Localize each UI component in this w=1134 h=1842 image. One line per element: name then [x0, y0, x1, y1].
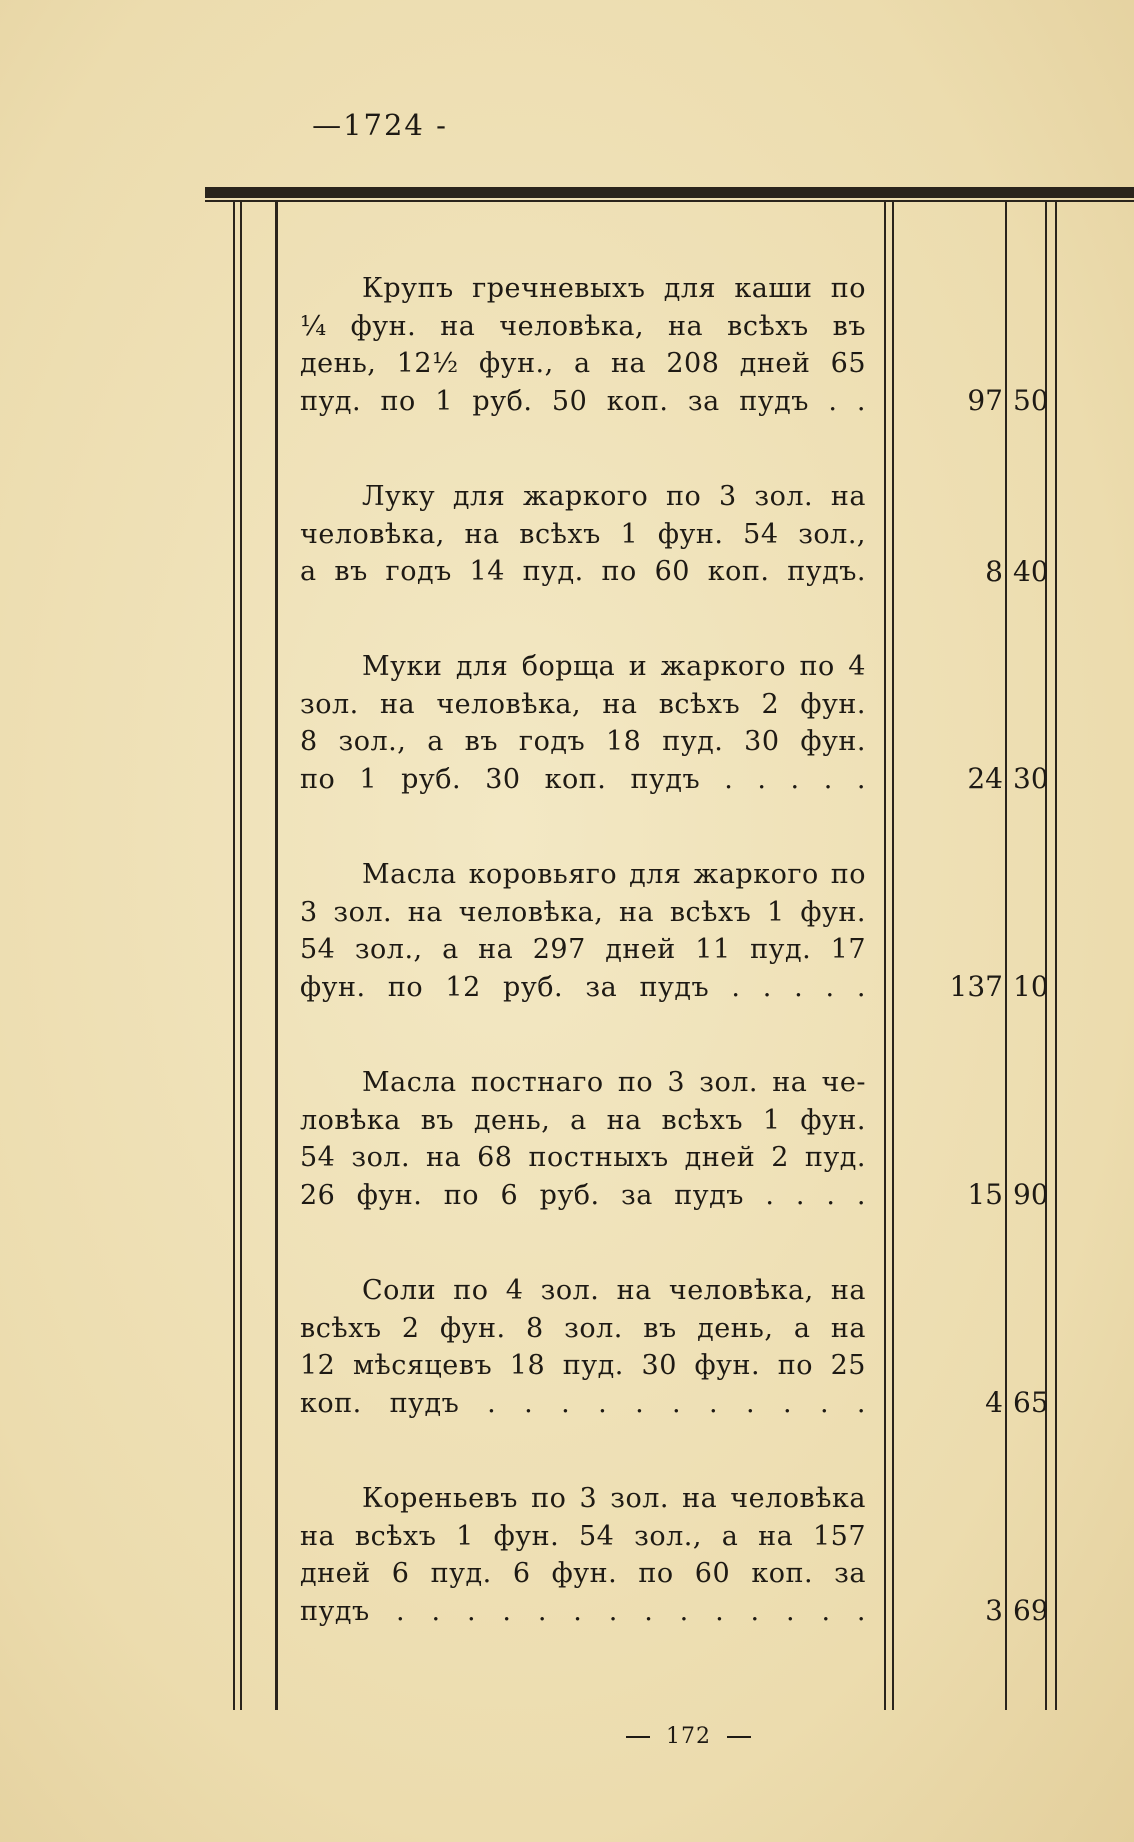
entry-line: 12 мѣсяцевъ 18 пуд. 30 фун. по 25: [300, 1350, 866, 1381]
entry-line: 3 зол. на человѣка, на всѣхъ 1 фун.: [300, 896, 866, 928]
page-header: —1724 -: [312, 108, 448, 142]
amount-kopecks: 90: [1013, 1178, 1049, 1211]
amount-rubles: 4: [985, 1386, 1003, 1419]
entry-line: зол. на человѣка, на всѣхъ 2 фун.: [300, 688, 866, 720]
entry-line: фун. по 12 руб. за пудъ . . . . .: [300, 971, 866, 1003]
amount-kopecks: 40: [1013, 554, 1049, 588]
column-rule: [275, 200, 278, 1710]
column-rule: [240, 200, 242, 1710]
entry-text: [300, 270, 866, 420]
entry-line: всѣхъ 2 фун. 8 зол. въ день, а на: [300, 1312, 866, 1344]
entry-line: Соли по 4 зол. на человѣка, на: [362, 1275, 866, 1306]
entry-line: 8 зол., а въ годъ 18 пуд. 30 фун.: [300, 726, 866, 757]
entry-line: пуд. по 1 руб. 50 коп. за пудъ . .: [300, 385, 866, 417]
entry-text: [300, 1064, 866, 1214]
ledger-entry: [300, 1064, 1090, 1214]
amount-rubles: 97: [967, 384, 1003, 417]
ledger-entry: [300, 856, 1090, 1006]
amount-kopecks: 69: [1013, 1594, 1049, 1627]
amount-kopecks: 10: [1013, 970, 1049, 1003]
entry-line: ¼ фун. на человѣка, на всѣхъ въ: [300, 310, 866, 342]
entry-text: [300, 1272, 866, 1422]
entry-line: 54 зол. на 68 постныхъ дней 2 пуд.: [300, 1142, 866, 1173]
page-footer: [610, 1724, 767, 1749]
column-rule: [233, 200, 235, 1710]
entry-line: день, 12½ фун., а на 208 дней 65: [300, 348, 866, 379]
amount-rubles: 24: [967, 762, 1003, 795]
entry-text: [300, 648, 866, 798]
ledger-entry: [300, 1480, 1090, 1630]
entry-text: [300, 1480, 866, 1630]
entry-line: Масла коровьяго для жаркого по: [362, 859, 866, 890]
entry-line: по 1 руб. 30 коп. пудъ . . . . .: [300, 763, 866, 795]
ledger-entry: [300, 648, 1090, 798]
amount-rubles: 8: [985, 554, 1003, 588]
entry-line: Крупъ гречневыхъ для каши по: [362, 273, 866, 304]
ledger-entry: [300, 1272, 1090, 1422]
footer-dash: [727, 1736, 751, 1738]
top-rule-thin: [205, 200, 1134, 202]
entry-line: человѣка, на всѣхъ 1 фун. 54 зол.,: [300, 518, 866, 550]
entry-line: Луку для жаркого по 3 зол. на: [362, 481, 866, 512]
entry-line: коп. пудъ . . . . . . . . . . .: [300, 1387, 866, 1419]
amount-kopecks: 50: [1013, 384, 1049, 417]
amount-rubles: 3: [985, 1594, 1003, 1627]
entry-line: пудъ . . . . . . . . . . . . . .: [300, 1595, 866, 1627]
entry-line: а въ годъ 14 пуд. по 60 коп. пудъ.: [300, 556, 866, 587]
entry-line: Муки для борща и жаркого по 4: [362, 651, 866, 682]
top-rule: [205, 187, 1134, 198]
footer-page-number: 172: [666, 1724, 711, 1749]
amount-kopecks: 30: [1013, 762, 1049, 795]
entry-text: [300, 478, 866, 591]
amount-rubles: 15: [967, 1178, 1003, 1211]
entry-line: Масла постнаго по 3 зол. на че-: [362, 1067, 866, 1098]
entry-line: 26 фун. по 6 руб. за пудъ . . . .: [300, 1179, 866, 1211]
entry-line: дней 6 пуд. 6 фун. по 60 коп. за: [300, 1558, 866, 1589]
entry-line: 54 зол., а на 297 дней 11 пуд. 17: [300, 934, 866, 965]
entry-text: [300, 856, 866, 1006]
ledger-entry: [300, 270, 1090, 420]
amount-rubles: 137: [949, 970, 1003, 1003]
ledger-entry: [300, 478, 1090, 591]
entry-line: ловѣка въ день, а на всѣхъ 1 фун.: [300, 1104, 866, 1136]
entry-line: на всѣхъ 1 фун. 54 зол., а на 157: [300, 1520, 866, 1552]
footer-dash: [626, 1736, 650, 1738]
entry-line: Кореньевъ по 3 зол. на человѣка: [362, 1483, 866, 1514]
amount-kopecks: 65: [1013, 1386, 1049, 1419]
